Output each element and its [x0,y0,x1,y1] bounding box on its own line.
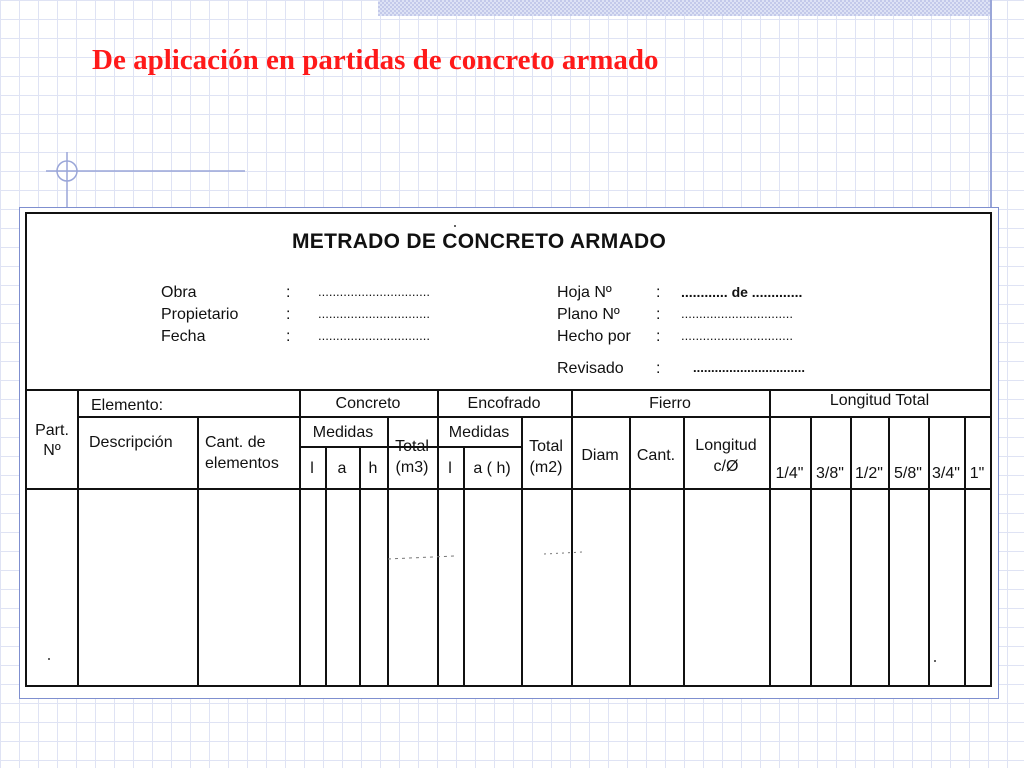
diam-header: Diam [581,447,619,464]
fecha-field: ............................... [318,328,430,343]
crosshair-decoration [40,150,250,210]
fierro-header: Fierro [649,395,691,412]
revisado-label: Revisado [557,360,624,377]
elementos-header: elementos [205,455,279,472]
plano-field: ............................... [681,306,793,321]
hoja-field: ............ de ............. [681,284,803,300]
metrado-form [25,212,992,687]
concreto-a-header: a [337,460,347,477]
concreto-l-header: l [310,460,314,477]
revisado-field: ............................... [693,360,805,375]
size-5-8-header: 5/8" [894,465,922,482]
part-header: Part. [35,422,69,439]
concreto-medidas-header: Medidas [312,424,374,441]
encofrado-medidas-header: Medidas [448,424,510,441]
propietario-field: ............................... [318,306,430,321]
plano-label: Plano Nº [557,306,620,323]
size-1-header: 1" [969,465,985,482]
concreto-total-header: Total [395,438,429,455]
hoja-colon: : [656,284,661,301]
concreto-h-header: h [368,460,378,477]
propietario-colon: : [286,306,291,323]
size-3-8-header: 3/8" [816,465,844,482]
fecha-label: Fecha [161,328,206,345]
form-title: METRADO DE CONCRETO ARMADO [292,230,667,253]
hecho-colon: : [656,328,661,345]
encofrado-total-header: Total [529,438,563,455]
concreto-header: Concreto [335,395,401,412]
hecho-label: Hecho por [557,328,631,345]
size-1-4-header: 1/4" [775,465,804,482]
obra-label: Obra [161,284,197,301]
encofrado-header: Encofrado [467,395,541,412]
hecho-field: ............................... [681,328,793,343]
propietario-label: Propietario [161,306,239,323]
obra-colon: : [286,284,291,301]
size-3-4-header: 3/4" [932,465,960,482]
scan-specks [27,214,990,687]
cant-header: Cant. [636,447,676,464]
revisado-colon: : [656,360,661,377]
part-no-header: Nº [43,442,61,459]
size-1-2-header: 1/2" [855,465,883,482]
longitud-header: Longitud [695,437,757,454]
encofrado-l-header: l [448,460,452,477]
slide-title: De aplicación en partidas de concreto armado [92,44,659,76]
concreto-m3-header: (m3) [395,459,429,476]
elemento-header: Elemento: [91,397,164,414]
c-diam-header: c/Ø [713,458,739,475]
cant-de-header: Cant. de [205,434,266,451]
top-decorative-band [378,0,990,16]
obra-field: ............................... [318,284,430,299]
plano-colon: : [656,306,661,323]
longitud-total-header: Longitud Total [829,392,930,409]
fecha-colon: : [286,328,291,345]
right-accent-line [990,0,992,210]
encofrado-m2-header: (m2) [529,459,563,476]
descripcion-header: Descripción [89,434,173,451]
encofrado-ah-header: a ( h) [473,460,511,477]
hoja-label: Hoja Nº [557,284,612,301]
form-image-frame [19,207,999,699]
